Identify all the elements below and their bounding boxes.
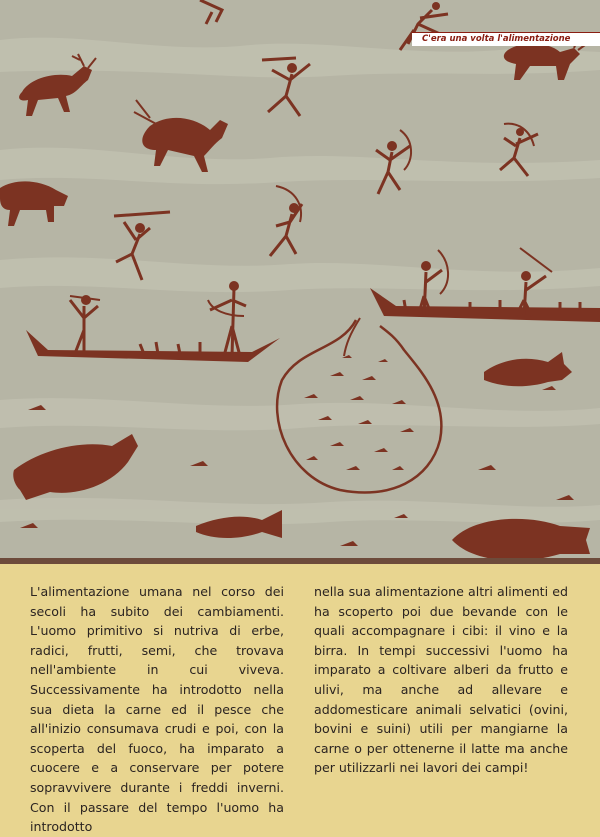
whale-figure: [13, 434, 138, 500]
archer-figure-5: [270, 186, 302, 256]
bull-figure: [0, 181, 68, 226]
section-header-tag: [412, 32, 600, 46]
animal-top-figure: [200, 0, 222, 24]
large-fish-figure: [452, 519, 590, 561]
article-panel: [0, 564, 600, 835]
section-label: C'era una volta l'alimentazione: [422, 34, 571, 44]
article-column-right: nella sua alimentazione altri alimenti ed ha scoperto poi due bevande con le quali accompagnare i cibi: il vino e la birra. In tempi successivi l'uomo ha imparato a coltivare alberi da frutto e ulivi, ma anche ad allevare e addomesticare animali selvatici (ovini, bovini e suini) utili per mangiarne la carne o per ottenerne il latte ma anche per utilizzarli nei lavori dei campi!: [314, 584, 568, 776]
boat-figure-1: [26, 281, 280, 362]
shark-figure-1: [484, 352, 572, 386]
article-column-left: L'alimentazione umana nel corso dei secoli ha subito dei cambiamenti. L'uomo primitivo si nutriva di erbe, radici, frutti, semi, che trovava nell'ambiente in cui viveva. Successivamente ha introdotto nella sua dieta la carne ed il pesce che all'inizio consumava crudi e poi, con la scoperta del fuoco, ha imparato a cuocere e a conservare per potere sopravvivere durante i freddi inverni. Con il passare del tempo l'uomo ha introdotto: [30, 584, 284, 835]
